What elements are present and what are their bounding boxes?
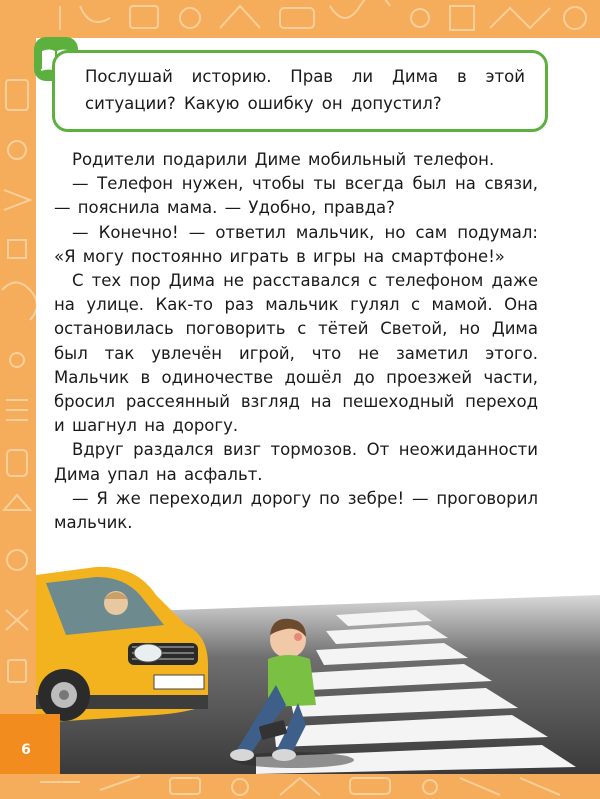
story-text (54, 148, 538, 535)
story-paragraph: С тех пор Дима не расставался с телефоном даже на улице. Как-то раз мальчик гулял с мамой. Она остановилась поговорить с тётей Светой, но Дима был так увлечён игрой, что не заметил этого. Мальчик в одиночестве дошёл до проезжей части, бросил рассеянный взгляд на пешеходный переход и шагнул на дорогу. (54, 271, 538, 436)
story-paragraph: — Телефон нужен, чтобы ты всегда был на связи, — пояснила мама. — Удобно, правда? (54, 174, 538, 218)
task-text: Послушай историю. Прав ли Дима в этой ситуации? Какую ошибку он допустил? (85, 67, 525, 113)
page-number: 6 (21, 742, 31, 758)
story-paragraph: — Конечно! — ответил мальчик, но сам подумал: «Я могу постоянно играть в игры на смартфоне!» (54, 222, 538, 266)
story-paragraph: Вдруг раздался визг тормозов. От неожиданности Дима упал на асфальт. (54, 440, 538, 484)
story-paragraph: — Я же переходил дорогу по зебре! — проговорил мальчик. (54, 488, 538, 533)
street-illustration (36, 555, 600, 774)
task-box (52, 50, 548, 132)
story-paragraph: Родители подарили Диме мобильный телефон. (72, 150, 495, 169)
car (36, 567, 208, 723)
